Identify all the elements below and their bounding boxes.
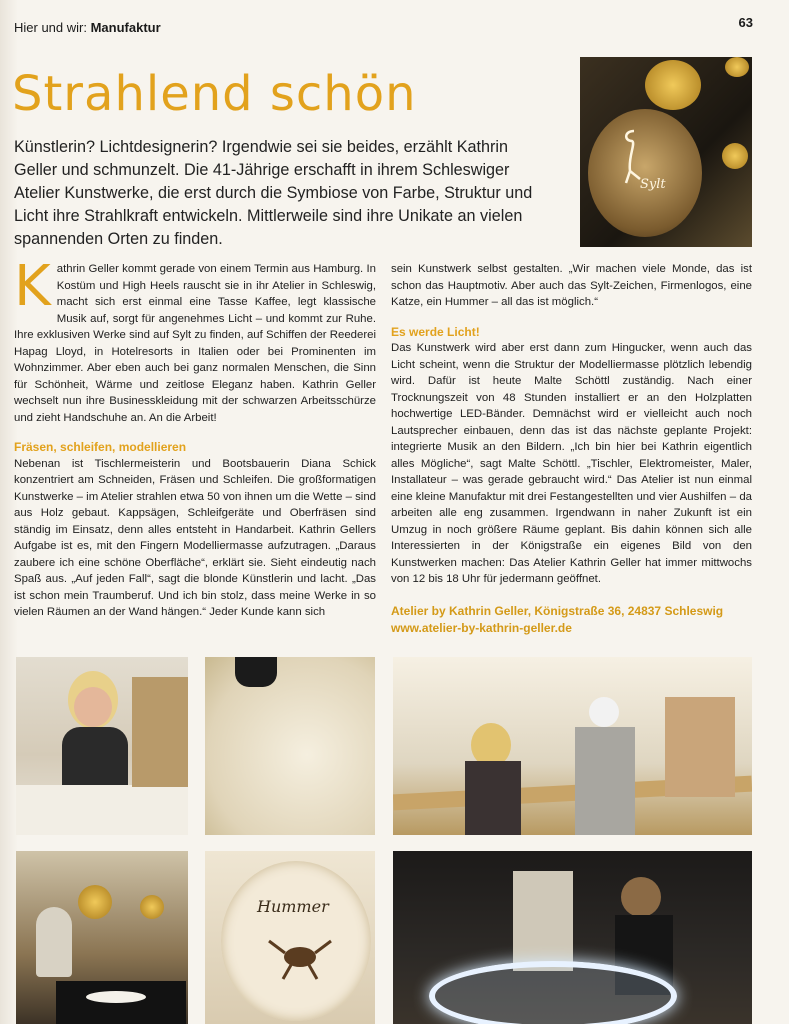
lobster-icon — [265, 925, 335, 990]
sylt-signature: Sylt — [640, 177, 666, 192]
section-label-bold: Manufaktur — [90, 20, 161, 35]
article-column-2 — [391, 261, 752, 637]
body-paragraph-1: Nebenan ist Tischlermeisterin und Bootsbauerin Diana Schick konzentriert am Schneiden, Fräsen und Schleifen. Die großformatigen Kunstwerke – im Atelier strahlen etwa 50 von ihnen um die Wette – sind aus Holz gebaut. Kappsägen, Schleifgeräte und Oberfräsen sind ständig im Einsatz, denn alles entsteht in Handarbeit. Kathrin Gellers Aufgabe ist es, mit den Fingern Modelliermasse aufzutragen. „Daraus zaubere ich eine schöne Oberfläche“, erklärt sie. Sieht eindeutig nach Spaß aus. „Auf jeden Fall“, sagt die blonde Künstlerin und lacht. „Das ist schon mein Traumberuf. Und ich bin stolz, dass meine Werke in so vielen Räumen an der Wand hängen.“ Jeder Kunde kann sich — [14, 457, 376, 618]
section-header — [14, 20, 161, 35]
worker-body — [465, 761, 521, 835]
body-paragraph-2: Das Kunstwerk wird aber erst dann zum Hingucker, wenn auch das Licht scheint, wenn die Struktur der Modelliermasse plötzlich lebendig wird. Dafür ist heute Malte Schöttl zuständig. Nach einer Trocknungszeit von 48 Stunden installiert er an den Holzplatten hochwertige LED-Bänder. Demnächst wird er vielleicht auch noch Lautsprecher einbauen, denn das ist das nächste geplante Projekt: integrierte Musik an den Bildern. „Ich bin hier bei Kathrin eigentlich alles Mögliche“, sagt Malte Schöttl. „Tischler, Elektromeister, Maler, Installateur – was gerade gebraucht wird.“ Das Atelier ist nun einmal eine kleine Manufaktur mit drei Festangestellten und vier Aushilfen – da arbeiten alle eng zusammen. Irgendwann in naher Zukunft ist ein Umzug in noch größere Räume geplant. Bis dahin können sich alle Interessierten in der Königstraße ein eigenes Bild von den Kunstwerken machen: Das Atelier Kathrin Geller hat immer mittwochs von 12 bis 18 Uhr für jedermann geöffnet. — [391, 342, 752, 585]
artist-face — [74, 687, 112, 727]
subheading-licht: Es werde Licht! — [391, 324, 480, 339]
photo-workers-installing — [393, 657, 752, 835]
lead-paragraph: Künstlerin? Lichtdesignerin? Irgendwie sei sie beides, erzählt Kathrin Geller und schmunzelt. Die 41-Jährige erschafft in ihrem Schleswiger Atelier Kunstwerke, die erst durch die Symbiose von Farbe, Struktur und Licht ihre Strahlkraft entwickeln. Mittlerweile sind ihre Unikate an vielen spannenden Orten zu finden. — [14, 138, 533, 248]
lobster-caption: Hummer — [257, 897, 329, 916]
continued-paragraph: sein Kunstwerk selbst gestalten. „Wir machen viele Monde, das ist schon das Hauptmotiv. Aber auch das Sylt-Zeichen, Firmenlogos, eine Katze, ein Hummer – all das ist möglich.“ — [391, 263, 752, 308]
light-disc — [86, 991, 146, 1003]
gloved-hand — [235, 657, 277, 687]
article-title: Strahlend schön — [12, 66, 417, 122]
work-table — [16, 785, 188, 835]
hero-photo — [580, 57, 752, 247]
article-lead — [14, 136, 554, 251]
intro-paragraph — [14, 254, 376, 426]
worker-head — [621, 877, 661, 917]
wood-shelves — [132, 677, 188, 787]
photo-lobster-artwork — [205, 851, 375, 1024]
moon-artwork-1 — [78, 885, 112, 919]
subheading-fraesen: Fräsen, schleifen, modellieren — [14, 440, 187, 454]
gold-moon-artwork-corner — [725, 57, 749, 77]
photo-led-workshop — [393, 851, 752, 1024]
page-number: 63 — [738, 15, 753, 30]
wood-panel — [665, 697, 735, 797]
photo-gallery-interior — [16, 851, 188, 1024]
moon-artwork-2 — [140, 895, 164, 919]
gold-moon-artwork-small — [722, 143, 748, 169]
armchair — [36, 907, 72, 977]
article-column-1 — [14, 254, 376, 621]
intro-text: athrin Geller kommt gerade von einem Termin aus Hamburg. In Kostüm und High Heels rauscht sie in ihr Atelier in Schleswig, macht sich erst einmal eine Tasse Kaffee, legt klassische Musik auf, sorgt für angenehmes Licht – und kommt zur Ruhe. Ihre exklusiven Werke sind auf Sylt zu finden, auf Schiffen der Reederei Hapag Lloyd, in Hotelresorts in Italien oder bei Prominenten im Wohnzimmer. Aber eben auch bei ganz normalen Menschen, die Sinn für Schönheit, Wärme und zeitlose Eleganz haben. Kathrin Geller wechselt nun ihre Businesskleidung mit der schwarzen Arbeitsschürze und zieht Handschuhe an. An die Arbeit! — [14, 263, 376, 424]
worker2-body — [575, 727, 635, 835]
tool-shelf — [513, 871, 573, 971]
section-label: Hier und wir: — [14, 20, 87, 35]
contact-info — [391, 603, 752, 637]
contact-address: Atelier by Kathrin Geller, Königstraße 36, 24837 Schleswig — [391, 603, 724, 618]
worker-cap — [589, 697, 619, 727]
gold-moon-artwork — [645, 60, 701, 110]
contact-website: www.atelier-by-kathrin-geller.de — [391, 620, 572, 635]
photo-texture-closeup — [205, 657, 375, 835]
dropcap: K — [14, 254, 51, 319]
photo-artist-working — [16, 657, 188, 835]
led-ring — [429, 961, 677, 1024]
